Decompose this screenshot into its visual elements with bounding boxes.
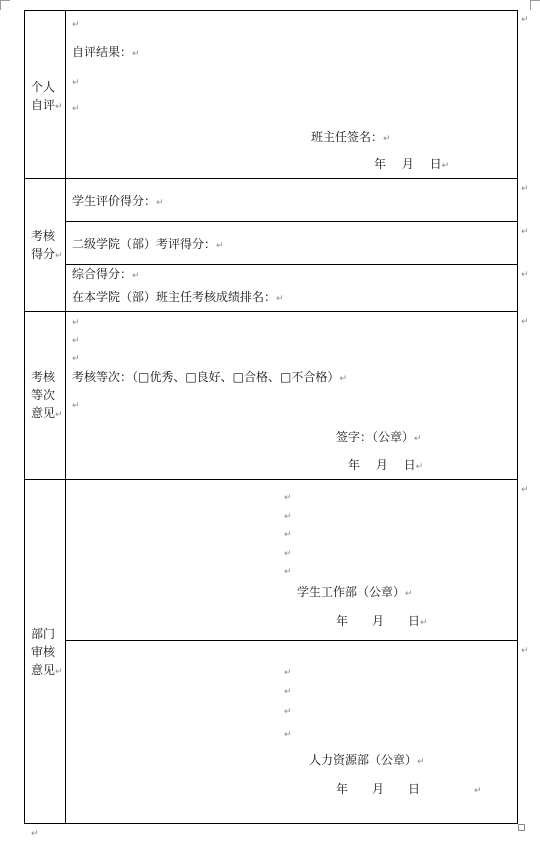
label-line: 得分↵ — [31, 247, 63, 261]
row-divider — [24, 178, 518, 179]
table-border-top — [24, 10, 518, 11]
official-seal-signature: 签字：（公章）↵ — [336, 430, 422, 444]
college-evaluation-score: 二级学院（部）考评得分：↵ — [72, 237, 224, 251]
paragraph-mark: ↵ — [284, 707, 292, 717]
self-evaluation-label — [31, 78, 63, 116]
crop-mark — [0, 0, 1, 10]
row-divider — [65, 221, 518, 222]
grade-date: 年 月 日↵ — [348, 458, 424, 472]
paragraph-mark: ↵ — [284, 668, 292, 678]
label-line: 意见↵ — [31, 406, 63, 420]
label-line: 审核 — [31, 645, 56, 659]
row-end-mark: ↵ — [521, 317, 529, 327]
row-end-mark: ↵ — [521, 184, 529, 194]
student-affairs-date: 年 月 日↵ — [336, 614, 428, 628]
label-line: 意见↵ — [31, 663, 63, 677]
department-review-label — [31, 625, 63, 681]
label-line: 部门 — [31, 627, 56, 641]
paragraph-mark: ↵ — [284, 687, 292, 697]
label-column-divider — [65, 10, 66, 824]
paragraph-mark: ↵ — [72, 401, 80, 411]
label-line: 考核 — [31, 370, 56, 384]
assessment-grade-options: 考核等次：（□优秀、□良好、□合格、□不合格）↵ — [72, 370, 347, 384]
row-divider — [24, 479, 518, 480]
student-affairs-stamp: 学生工作部（公章）↵ — [297, 585, 413, 599]
label-line: 考核 — [31, 229, 56, 243]
assessment-grade-label — [31, 368, 63, 424]
row-end-mark: ↵ — [521, 15, 529, 25]
paragraph-mark: ↵ — [284, 493, 292, 503]
assessment-score-label — [31, 227, 63, 265]
paragraph-mark: ↵ — [474, 786, 482, 796]
self-evaluation-date: 年 月 日↵ — [374, 157, 450, 171]
paragraph-mark: ↵ — [284, 530, 292, 540]
row-divider — [65, 640, 518, 641]
row-end-mark: ↵ — [521, 227, 529, 237]
table-border-right — [517, 10, 518, 824]
paragraph-mark: ↵ — [284, 730, 292, 740]
paragraph-mark: ↵ — [72, 78, 80, 88]
label-line: 个人 — [31, 80, 56, 94]
crop-mark — [530, 0, 540, 1]
crop-mark — [0, 0, 10, 1]
table-border-bottom — [24, 823, 518, 824]
crop-mark — [530, 0, 531, 10]
row-end-mark: ↵ — [521, 646, 529, 656]
paragraph-mark: ↵ — [284, 567, 292, 577]
table-border-left — [24, 10, 25, 824]
row-divider — [24, 311, 518, 312]
paragraph-mark: ↵ — [31, 829, 39, 839]
college-rank: 在本学院（部）班主任考核成绩排名：↵ — [72, 290, 284, 304]
label-line: 等次 — [31, 388, 56, 402]
paragraph-mark: ↵ — [284, 549, 292, 559]
paragraph-mark: ↵ — [72, 336, 80, 346]
paragraph-mark: ↵ — [72, 20, 80, 30]
label-line: 自评↵ — [31, 98, 63, 112]
paragraph-mark: ↵ — [284, 512, 292, 522]
row-end-mark: ↵ — [521, 270, 529, 280]
row-end-mark: ↵ — [521, 485, 529, 495]
human-resources-stamp: 人力资源部（公章）↵ — [309, 753, 425, 767]
paragraph-mark: ↵ — [72, 354, 80, 364]
head-teacher-signature-label: 班主任签名：↵ — [311, 130, 391, 144]
self-evaluation-result-label: 自评结果：↵ — [72, 45, 140, 59]
paragraph-mark: ↵ — [72, 104, 80, 114]
total-score: 综合得分：↵ — [72, 267, 140, 281]
table-end-marker — [518, 824, 525, 831]
row-divider — [65, 264, 518, 265]
paragraph-mark: ↵ — [72, 318, 80, 328]
student-evaluation-score: 学生评价得分：↵ — [72, 194, 164, 208]
human-resources-date: 年 月 日 — [336, 782, 421, 796]
